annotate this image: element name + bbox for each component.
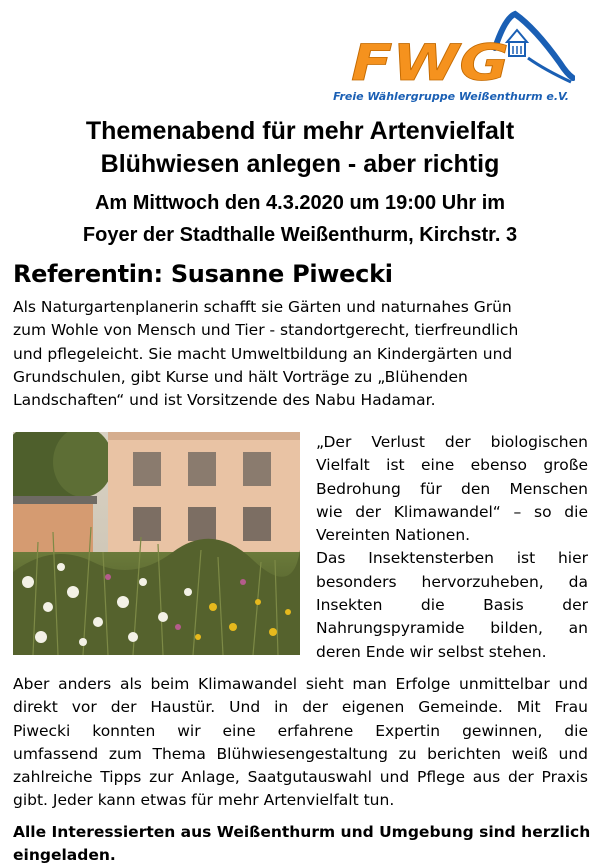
quote-line: deren Ende wir selbst stehen. <box>316 642 547 661</box>
event-date: Am Mittwoch den 4.3.2020 um 19:00 Uhr im <box>94 192 506 214</box>
meadow-photo <box>13 432 300 655</box>
event-venue: Foyer der Stadthalle Weißenthurm, Kirchstr. 3 <box>82 224 518 246</box>
invitation-line: Alle Interessierten aus Weißenthurm und Umgebung sind herzlich <box>13 823 591 841</box>
quote-line: Nahrungspyramide bilden, an <box>316 619 588 638</box>
event-subtitle: Blühwiesen anlegen - aber richtig <box>100 150 500 178</box>
invitation-line: eingeladen. <box>13 846 116 865</box>
bio-line: Grundschulen, gibt Kurse und hält Vorträge zu „Blühenden <box>13 367 468 386</box>
quote-line: wie der Klimawandel“ – so die <box>316 502 588 521</box>
body-line: umfassend zum Thema Blühwiesengestaltung zu berichten weiß und <box>13 744 588 763</box>
event-title: Themenabend für mehr Artenvielfalt <box>85 117 515 145</box>
quote-line: Insekten die Basis der <box>316 596 588 615</box>
bio-line: und pflegeleicht. Sie macht Umweltbildung an Kindergärten und <box>13 344 513 363</box>
bio-line: Landschaften“ und ist Vorsitzende des Nabu Hadamar. <box>13 391 436 410</box>
body-line: Piwecki konnten wir eine erfahrene Expertin gewinnen, die <box>13 721 588 740</box>
bio-line: zum Wohle von Mensch und Tier - standortgerecht, tierfreundlich <box>13 321 519 340</box>
fwg-logo <box>333 8 575 104</box>
speaker-heading: Referentin: Susanne Piwecki <box>13 260 393 288</box>
speaker-bio <box>13 296 588 412</box>
body-line: zahlreiche Tipps zur Anlage, Saatgutauswahl und Pflege aus der Praxis <box>13 768 588 787</box>
logo-wordmark: FWG <box>351 34 509 92</box>
quote-line: Vielfalt ist eine ebenso große <box>316 456 588 475</box>
body-line: Aber anders als beim Klimawandel sieht man Erfolge unmittelbar und <box>13 675 588 693</box>
logo-tagline: Freie Wählergruppe Weißenthurm e.V. <box>333 90 569 103</box>
quote-line: Bedrohung für den Menschen <box>316 479 588 498</box>
body-line: direkt vor der Haustür. Und in der eigenen Gemeinde. Mit Frau <box>13 698 588 717</box>
body-paragraph <box>13 673 588 813</box>
bio-line: Als Naturgartenplanerin schafft sie Gärten und naturnahes Grün <box>13 298 512 316</box>
quote-block <box>316 431 588 664</box>
quote-line: Das Insektensterben ist hier <box>316 549 588 568</box>
fwg-logo-graphic <box>345 8 575 92</box>
quote-line: Vereinten Nationen. <box>316 526 471 545</box>
quote-line: besonders hervorzuheben, da <box>316 572 588 591</box>
body-line: gibt. Jeder kann etwas für mehr Artenvielfalt tun. <box>13 791 395 810</box>
quote-line: „Der Verlust der biologischen <box>316 433 588 451</box>
invitation <box>13 821 591 868</box>
